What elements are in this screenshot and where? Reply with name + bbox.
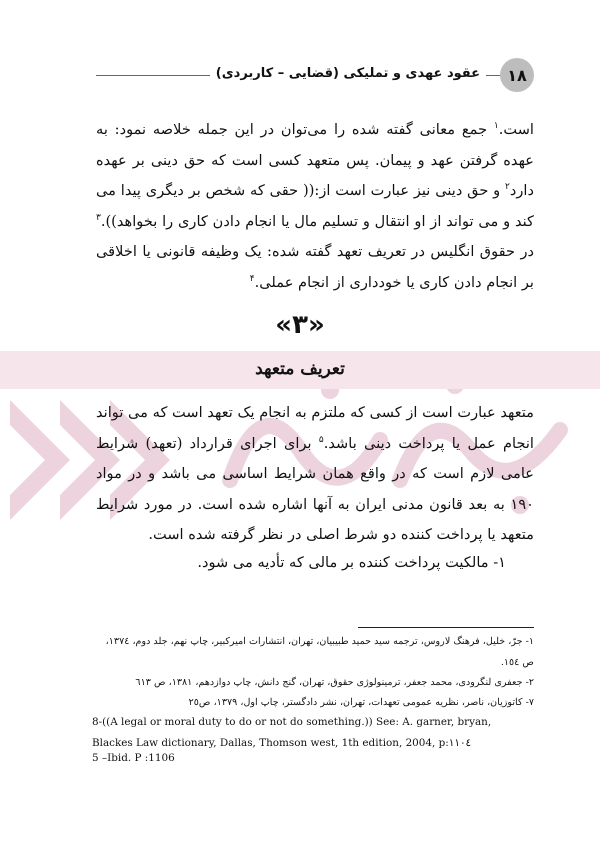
header-title: عقود عهدی و تملیکی (قضایی – کاربردی) (210, 66, 486, 81)
footnote: 8-((A legal or moral duty to do or not do something.)) See: A. garner, bryan, Blackes Law dictionary, Dallas, Thomson west, 1th edition, 2004, p:۱۱۰٤ (92, 716, 492, 749)
running-header (96, 58, 534, 94)
footnote-ref: ۳ (96, 212, 101, 223)
footnote-rule (358, 627, 534, 628)
text-segment: جمع معانی گفته شده را می‌توان در این جمله خلاصه نمود: به عهده گرفتن عهد و پیمان. پس متعهد کسی است که حق دینی بر عهده دارد (96, 121, 534, 199)
text-segment: برای اجرای قرارداد (تعهد) شرایط عامی لازم است که در واقع همان شرایط اساسی می باشد و در مواد ۱۹۰ به بعد قانون مدنی ایران به آنها اشاره شده است. در مورد شرایط متعهد یا پرداخت کننده دو شرط اصلی در نظر گرفته شده است. (96, 434, 534, 543)
section-number: «۳» (275, 310, 325, 340)
footnote-ref: ۴ (249, 273, 255, 284)
footnote: ۱- جرّ، خلیل، فرهنگ لاروس، ترجمه سید حمید طبیبیان، تهران، انتشارات امیرکبیر، چاپ نهم، جلد دوم، ۱۳۷٤، ص ۱٥٤. (105, 636, 534, 668)
footnote-ref: ۵ (318, 434, 324, 445)
footnote: ۲- جعفری لنگرودی، محمد جعفر، ترمینولوژی حقوق، تهران، گنج دانش، چاپ دوازدهم، ۱۳۸۱، ص ٦۱۳ (135, 677, 534, 688)
list-item: ۱- مالکیت پرداخت کننده بر مالی که تأدیه می شود. (197, 554, 506, 571)
text-segment: است. (498, 121, 534, 138)
footnote: 5 –Ibid. P :1106 (92, 752, 175, 764)
footnote: ۷- کاتوزیان، ناصر، نظریه عمومی تعهدات، تهران، نشر دادگستر، چاپ اول، ۱۳۷۹، ص۲٥ (188, 697, 534, 708)
text-segment: و حق دینی نیز عبارت است از:(( حقی که شخص بر دیگری پیدا می کند و می تواند از او انتقال و تسلیم مال یا انجام دادن کاری را بخواهد)). (96, 182, 534, 230)
text-segment: متعهد عبارت است از کسی که ملتزم به انجام یک تعهد است که می تواند انجام عمل یا پرداخت دینی باشد. (96, 404, 534, 452)
body-paragraph-2 (96, 398, 534, 551)
footnote-ref: ۲ (505, 182, 510, 193)
page-number-badge: ۱۸ (500, 58, 534, 92)
footnote-ref: ۱ (493, 121, 499, 132)
body-paragraph-1 (96, 115, 534, 298)
text-segment: در حقوق انگلیس در تعریف تعهد گفته شده: یک وظیفه قانونی یا اخلاقی بر انجام دادن کاری یا خودداری از انجام عملی. (96, 243, 534, 291)
section-title: تعریف متعهد (255, 359, 345, 379)
